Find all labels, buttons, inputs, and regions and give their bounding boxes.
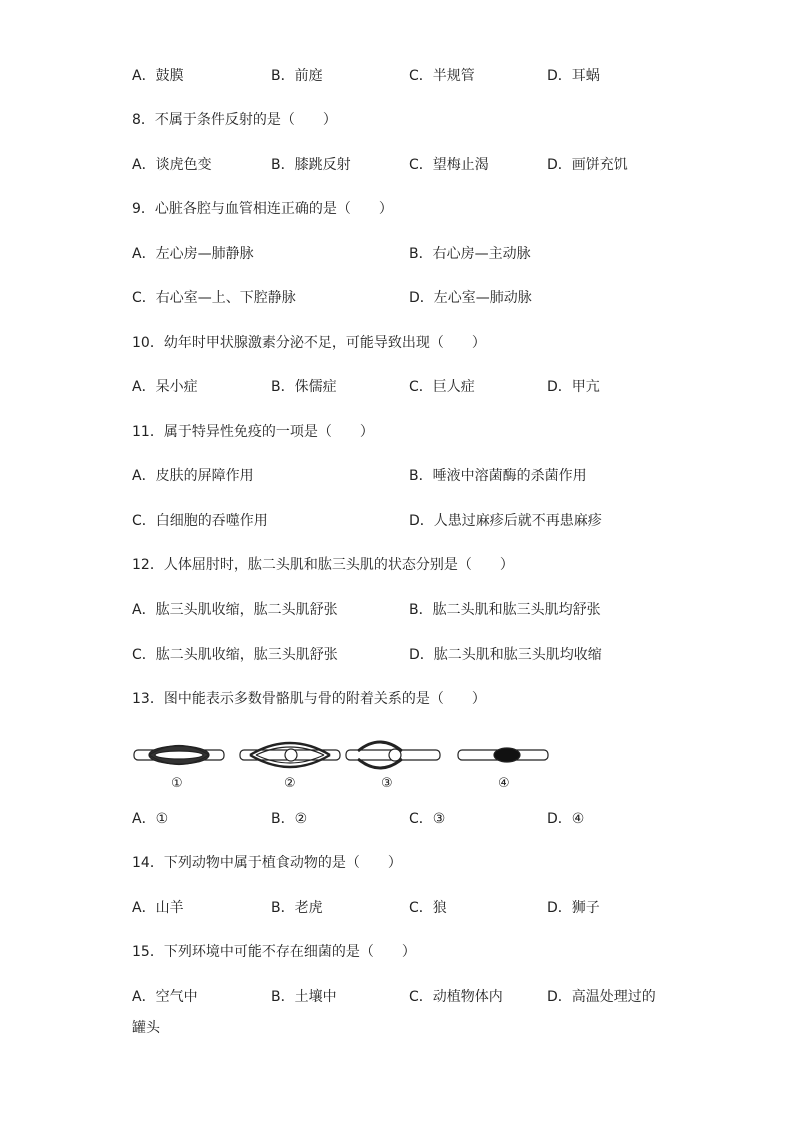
q13-option-b: B．②	[271, 811, 308, 827]
q15-option-c: C．动植物体内	[409, 989, 503, 1005]
q13-option-c: C．③	[409, 811, 446, 827]
q13-stem: 13．图中能表示多数骨骼肌与骨的附着关系的是（ ）	[132, 691, 486, 707]
q11-option-d: D．人患过麻疹后就不再患麻疹	[409, 513, 602, 529]
q12-option-d: D．肱二头肌和肱三头肌均收缩	[409, 647, 602, 663]
muscle-bone-figure	[132, 733, 552, 795]
q15-option-d-continuation: 罐头	[132, 1020, 160, 1036]
q10-option-c: C．巨人症	[409, 379, 475, 395]
q10-option-a: A．呆小症	[132, 379, 198, 395]
figure-label-1: ①	[171, 776, 183, 791]
figure-label-4: ④	[498, 776, 510, 791]
q12-option-a: A．肱三头肌收缩，肱二头肌舒张	[132, 602, 338, 618]
q15-stem: 15．下列环境中可能不存在细菌的是（ ）	[132, 944, 416, 960]
figure-2-diagram	[240, 743, 340, 767]
q8-stem: 8．不属于条件反射的是（ ）	[132, 112, 337, 128]
q7-option-d: D．耳蜗	[547, 68, 600, 84]
q8-option-a: A．谈虎色变	[132, 157, 212, 173]
q15-option-b: B．土壤中	[271, 989, 337, 1005]
q9-stem: 9．心脏各腔与血管相连正确的是（ ）	[132, 201, 393, 217]
q14-option-c: C．狼	[409, 900, 447, 916]
figure-label-2: ②	[284, 776, 296, 791]
q12-option-c: C．肱二头肌收缩，肱三头肌舒张	[132, 647, 338, 663]
q12-stem: 12．人体屈肘时，肱二头肌和肱三头肌的状态分别是（ ）	[132, 557, 514, 573]
q7-option-a: A．鼓膜	[132, 68, 184, 84]
q7-option-c: C．半规管	[409, 68, 475, 84]
q14-stem: 14．下列动物中属于植食动物的是（ ）	[132, 855, 402, 871]
q7-option-b: B．前庭	[271, 68, 323, 84]
q11-stem: 11．属于特异性免疫的一项是（ ）	[132, 424, 374, 440]
q14-option-a: A．山羊	[132, 900, 184, 916]
q11-option-b: B．唾液中溶菌酶的杀菌作用	[409, 468, 587, 484]
q8-option-d: D．画饼充饥	[547, 157, 628, 173]
q8-option-c: C．望梅止渴	[409, 157, 489, 173]
q14-option-b: B．老虎	[271, 900, 323, 916]
figure-label-3: ③	[381, 776, 393, 791]
q13-option-a: A．①	[132, 811, 169, 827]
figure-4-diagram	[458, 748, 548, 762]
figure-3-diagram	[346, 742, 440, 768]
q12-option-b: B．肱二头肌和肱三头肌均舒张	[409, 602, 601, 618]
q9-option-d: D．左心室—肺动脉	[409, 290, 532, 306]
q9-option-c: C．右心室—上、下腔静脉	[132, 290, 296, 306]
q15-option-a: A．空气中	[132, 989, 198, 1005]
q8-option-b: B．膝跳反射	[271, 157, 351, 173]
q10-stem: 10．幼年时甲状腺激素分泌不足，可能导致出现（ ）	[132, 335, 486, 351]
figure-1-diagram	[134, 746, 224, 765]
q15-option-d: D．高温处理过的	[547, 989, 656, 1005]
q14-option-d: D．狮子	[547, 900, 600, 916]
q11-option-a: A．皮肤的屏障作用	[132, 468, 254, 484]
q11-option-c: C．白细胞的吞噬作用	[132, 513, 268, 529]
q10-option-b: B．侏儒症	[271, 379, 337, 395]
q9-option-b: B．右心房—主动脉	[409, 246, 531, 262]
q10-option-d: D．甲亢	[547, 379, 600, 395]
q9-option-a: A．左心房—肺静脉	[132, 246, 254, 262]
q13-option-d: D．④	[547, 811, 585, 827]
